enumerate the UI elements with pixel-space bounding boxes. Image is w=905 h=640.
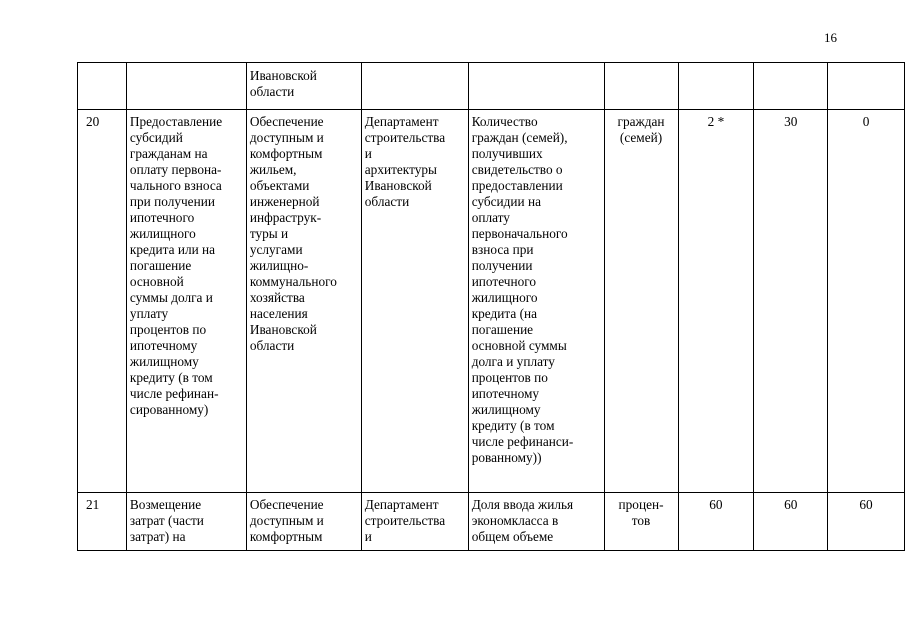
table-cell [361, 63, 468, 110]
table-cell [828, 63, 905, 110]
executor-text: Департамент строительства и [361, 493, 468, 551]
table-row [78, 493, 905, 551]
measure-name: Возмещение затрат (части затрат) на [126, 493, 246, 551]
unit-text: процен- тов [604, 493, 678, 551]
indicators-table [77, 62, 905, 551]
goal-text: Обеспечение доступным и комфортным жильем, объектами инженерной инфраструк- туры и услугами жилищно- коммунального хозяйства населения Ивановской области [246, 110, 361, 493]
table-cell [126, 63, 246, 110]
table-cell [468, 63, 604, 110]
page-number: 16 [824, 30, 837, 45]
value-3: 60 [828, 493, 905, 551]
table-cell [678, 63, 754, 110]
value-2: 30 [754, 110, 828, 493]
table-cell [78, 63, 127, 110]
table-row [78, 110, 905, 493]
value-1: 60 [678, 493, 754, 551]
table-cell [604, 63, 678, 110]
table-row [78, 63, 905, 110]
value-2: 60 [754, 493, 828, 551]
table-cell [754, 63, 828, 110]
goal-text: Обеспечение доступным и комфортным [246, 493, 361, 551]
executor-text: Департамент строительства и архитектуры Ивановской области [361, 110, 468, 493]
row-number: 21 [78, 493, 127, 551]
unit-text: граждан (семей) [604, 110, 678, 493]
value-1: 2 * [678, 110, 754, 493]
measure-name: Предоставление субсидий гражданам на оплату первона- чального взноса при получении ипотечного жилищного кредита или на погашение основной суммы долга и уплату процентов по ипотечному жилищному кредиту (в том числе рефинан- сированному) [126, 110, 246, 493]
indicator-text: Доля ввода жилья экономкласса в общем объеме [468, 493, 604, 551]
row-number: 20 [78, 110, 127, 493]
value-3: 0 [828, 110, 905, 493]
indicator-text: Количество граждан (семей), получивших свидетельство о предоставлении субсидии на оплату первоначального взноса при получении ипотечного жилищного кредита (на погашение основной суммы долга и уплату процентов по ипотечному жилищному кредиту (в том числе рефинанси- рованному)) [468, 110, 604, 493]
table-cell: Ивановской области [246, 63, 361, 110]
